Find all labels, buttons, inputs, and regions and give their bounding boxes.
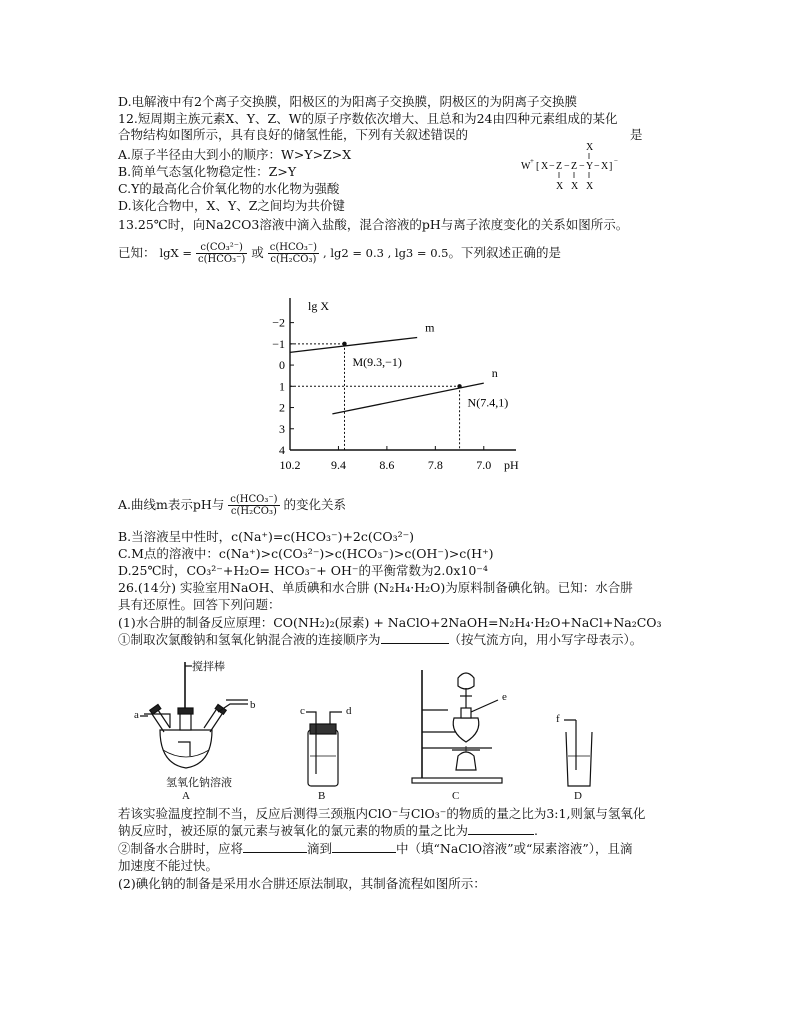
point-marker-0	[342, 342, 346, 346]
q26-part1b-mid2: 中（填“NaClO溶液”或“尿素溶液”），且滴	[396, 841, 633, 856]
q26-stem-line1: 26.(14分) 实验室用NaOH、单质碘和水合肼 (N₂H₄·H₂O)为原料制备碘化钠。已知：水合肼	[118, 580, 633, 595]
q13-option-a-fraction	[228, 494, 279, 517]
label-f: f	[556, 713, 560, 725]
point-label-0: M(9.3,−1)	[352, 354, 402, 369]
y-tick-label: 4	[279, 443, 285, 457]
label-a: a	[134, 709, 139, 721]
struct-x5: X	[586, 181, 594, 192]
q26-part1b-mid1: 滴到	[307, 841, 333, 856]
answer-blank-4[interactable]	[332, 852, 396, 853]
struct-x4: X	[571, 181, 579, 192]
q26-stem-line2: 具有还原性。回答下列问题：	[118, 597, 281, 612]
frac2-den: c(H₂CO₃)	[270, 254, 317, 265]
point-label-1: N(7.4,1)	[467, 395, 509, 410]
q13-option-a-pre: A.曲线m表示pH与	[118, 497, 225, 512]
x-tick-label: 10.2	[279, 458, 301, 472]
label-c: c	[300, 705, 305, 717]
label-d: d	[346, 705, 352, 717]
beaker	[566, 732, 592, 786]
x-tick-label: 9.4	[330, 458, 346, 472]
struct-dash1: −	[549, 161, 555, 172]
flask-body	[160, 730, 212, 768]
label-A: A	[182, 790, 190, 802]
opta-den: c(H₂CO₃)	[230, 506, 277, 517]
q26-part1: (1)水合肼的制备反应原理：CO(NH₂)₂(尿素) + NaClO+2NaOH=N₂H₄·H₂O+NaCl+Na₂CO₃	[118, 615, 662, 630]
q26-part1b	[118, 841, 633, 857]
label-stir-rod: 搅拌棒	[192, 660, 225, 673]
q13-lgx: lgX =	[159, 246, 193, 260]
q13-option-c: C.M点的溶液中：c(Na⁺)>c(CO₃²⁻)>c(HCO₃⁻)>c(OH⁻)>c(H⁺)	[118, 546, 494, 561]
struct-plus: +	[530, 157, 534, 165]
struct-w: W	[521, 161, 531, 172]
q13-logs: , lg2 = 0.3 , lg3 = 0.5	[323, 246, 449, 260]
q12-stem-line1: 12.短周期主族元素X、Y、Z、W的原子序数依次增大、且总和为24由四种元素组成的某化	[118, 111, 618, 126]
answer-blank-1[interactable]	[381, 643, 449, 644]
struct-z1: Z	[556, 161, 563, 172]
q12-option-c: C.Y的最高化合价氧化物的水化物为强酸	[118, 181, 340, 196]
frac2-num: c(HCO₃⁻)	[269, 242, 318, 253]
q13-option-a	[118, 494, 346, 517]
label-e: e	[502, 691, 507, 703]
q12-option-d: D.该化合物中，X、Y、Z之间均为共价键	[118, 198, 345, 213]
q13-option-a-post: 的变化关系	[283, 497, 347, 512]
y-tick-label: 0	[279, 358, 285, 373]
q12-option-b: B.简单气态氢化物稳定性：Z>Y	[118, 164, 297, 179]
y-tick-label: −2	[272, 315, 285, 330]
x-tick-label: 7.8	[427, 458, 443, 472]
struct-x1: X	[541, 161, 549, 172]
q26-part1a-post: （按气流方向，用小写字母表示）。	[448, 632, 643, 647]
q26-part1-text3	[118, 823, 538, 839]
label-B: B	[318, 790, 326, 802]
frac1-den: c(HCO₃⁻)	[198, 254, 246, 265]
q26-part2: (2)碘化钠的制备是采用水合肼还原法制取，其制备流程如图所示：	[118, 876, 486, 891]
q26-part1-text3-pre: 钠反应时，被还原的氯元素与被氧化的氯元素的物质的量之比为	[118, 823, 469, 838]
q26-part1b-cont: 加速度不能过快。	[118, 858, 219, 873]
y-tick-label: 2	[279, 400, 285, 415]
struct-minus: −	[614, 157, 618, 165]
y-axis-label: lg X	[308, 299, 329, 313]
struct-open: [	[536, 161, 540, 172]
struct-dash2: −	[564, 161, 570, 172]
round-flask	[453, 718, 479, 742]
q13-option-d: D.25℃时，CO₃²⁻+H₂O= HCO₃⁻+ OH⁻的平衡常数为2.0x10⁻⁴	[118, 563, 488, 578]
label-C: C	[452, 790, 460, 802]
y-tick-label: 3	[279, 421, 285, 436]
struct-x2: X	[601, 161, 609, 172]
q13-tail: 。下列叙述正确的是	[448, 245, 561, 260]
q26-part1b-pre: ②制备水合肼时，应将	[118, 841, 244, 856]
q13-stem: 13.25℃时，向Na2CO3溶液中滴入盐酸，混合溶液的pH与离子浓度变化的关系如图所示。	[118, 217, 629, 232]
q13-fraction-1	[196, 242, 247, 265]
label-b: b	[250, 699, 256, 711]
y-tick-label: 1	[279, 379, 285, 394]
point-marker-1	[457, 384, 461, 388]
opta-num: c(HCO₃⁻)	[230, 494, 278, 505]
x-axis-label: pH	[504, 458, 519, 472]
q12-structure-formula	[518, 138, 628, 200]
ph-lgx-chart	[268, 296, 530, 480]
q12-stem-end: 是	[630, 127, 643, 142]
q11-option-d: D.电解液中有2个离子交换膜，阳极区的为阳离子交换膜，阴极区的为阴离子交换膜	[118, 94, 578, 109]
q26-part1-text3-post: .	[534, 823, 538, 838]
struct-x-top: X	[586, 142, 594, 153]
series-m-label: m	[425, 320, 435, 335]
x-tick-label: 7.0	[476, 458, 492, 472]
label-D: D	[574, 790, 582, 802]
q12-stem-line2: 合物结构如图所示，具有良好的储氢性能，下列有关叙述错误的	[118, 127, 469, 142]
answer-blank-2[interactable]	[468, 834, 534, 835]
apparatus-figure	[130, 652, 610, 804]
struct-x3: X	[556, 181, 564, 192]
struct-close: ]	[609, 161, 613, 172]
y-tick-label: −1	[272, 336, 285, 351]
wash-bottle	[308, 730, 338, 786]
struct-z2: Z	[571, 161, 578, 172]
series-m-line	[290, 337, 417, 352]
q12-option-a: A.原子半径由大到小的顺序：W>Y>Z>X	[118, 147, 352, 162]
q26-part1a-pre: ①制取次氯酸钠和氢氧化钠混合液的连接顺序为	[118, 632, 381, 647]
x-tick-label: 8.6	[379, 458, 395, 472]
q26-part1a	[118, 632, 642, 648]
struct-dash4: −	[594, 161, 600, 172]
q13-or: 或	[251, 245, 264, 260]
q26-part1-text2: 若该实验温度控制不当，反应后测得三颈瓶内ClO⁻与ClO₃⁻的物质的量之比为3:1,则氯与氢氧化	[118, 806, 646, 821]
frac1-num: c(CO₃²⁻)	[196, 242, 247, 254]
q13-fraction-2	[268, 242, 319, 265]
label-naoh: 氢氧化钠溶液	[166, 776, 232, 789]
q13-option-b: B.当溶液呈中性时，c(Na⁺)=c(HCO₃⁻)+2c(CO₃²⁻)	[118, 529, 415, 544]
struct-dash3: −	[579, 161, 585, 172]
alcohol-lamp	[456, 752, 476, 770]
series-n-label: n	[491, 366, 498, 381]
q13-known	[118, 242, 561, 265]
struct-y: Y	[586, 161, 594, 172]
q13-known-prefix: 已知：	[118, 245, 156, 260]
separatory-funnel	[458, 673, 474, 689]
answer-blank-3[interactable]	[243, 852, 307, 853]
